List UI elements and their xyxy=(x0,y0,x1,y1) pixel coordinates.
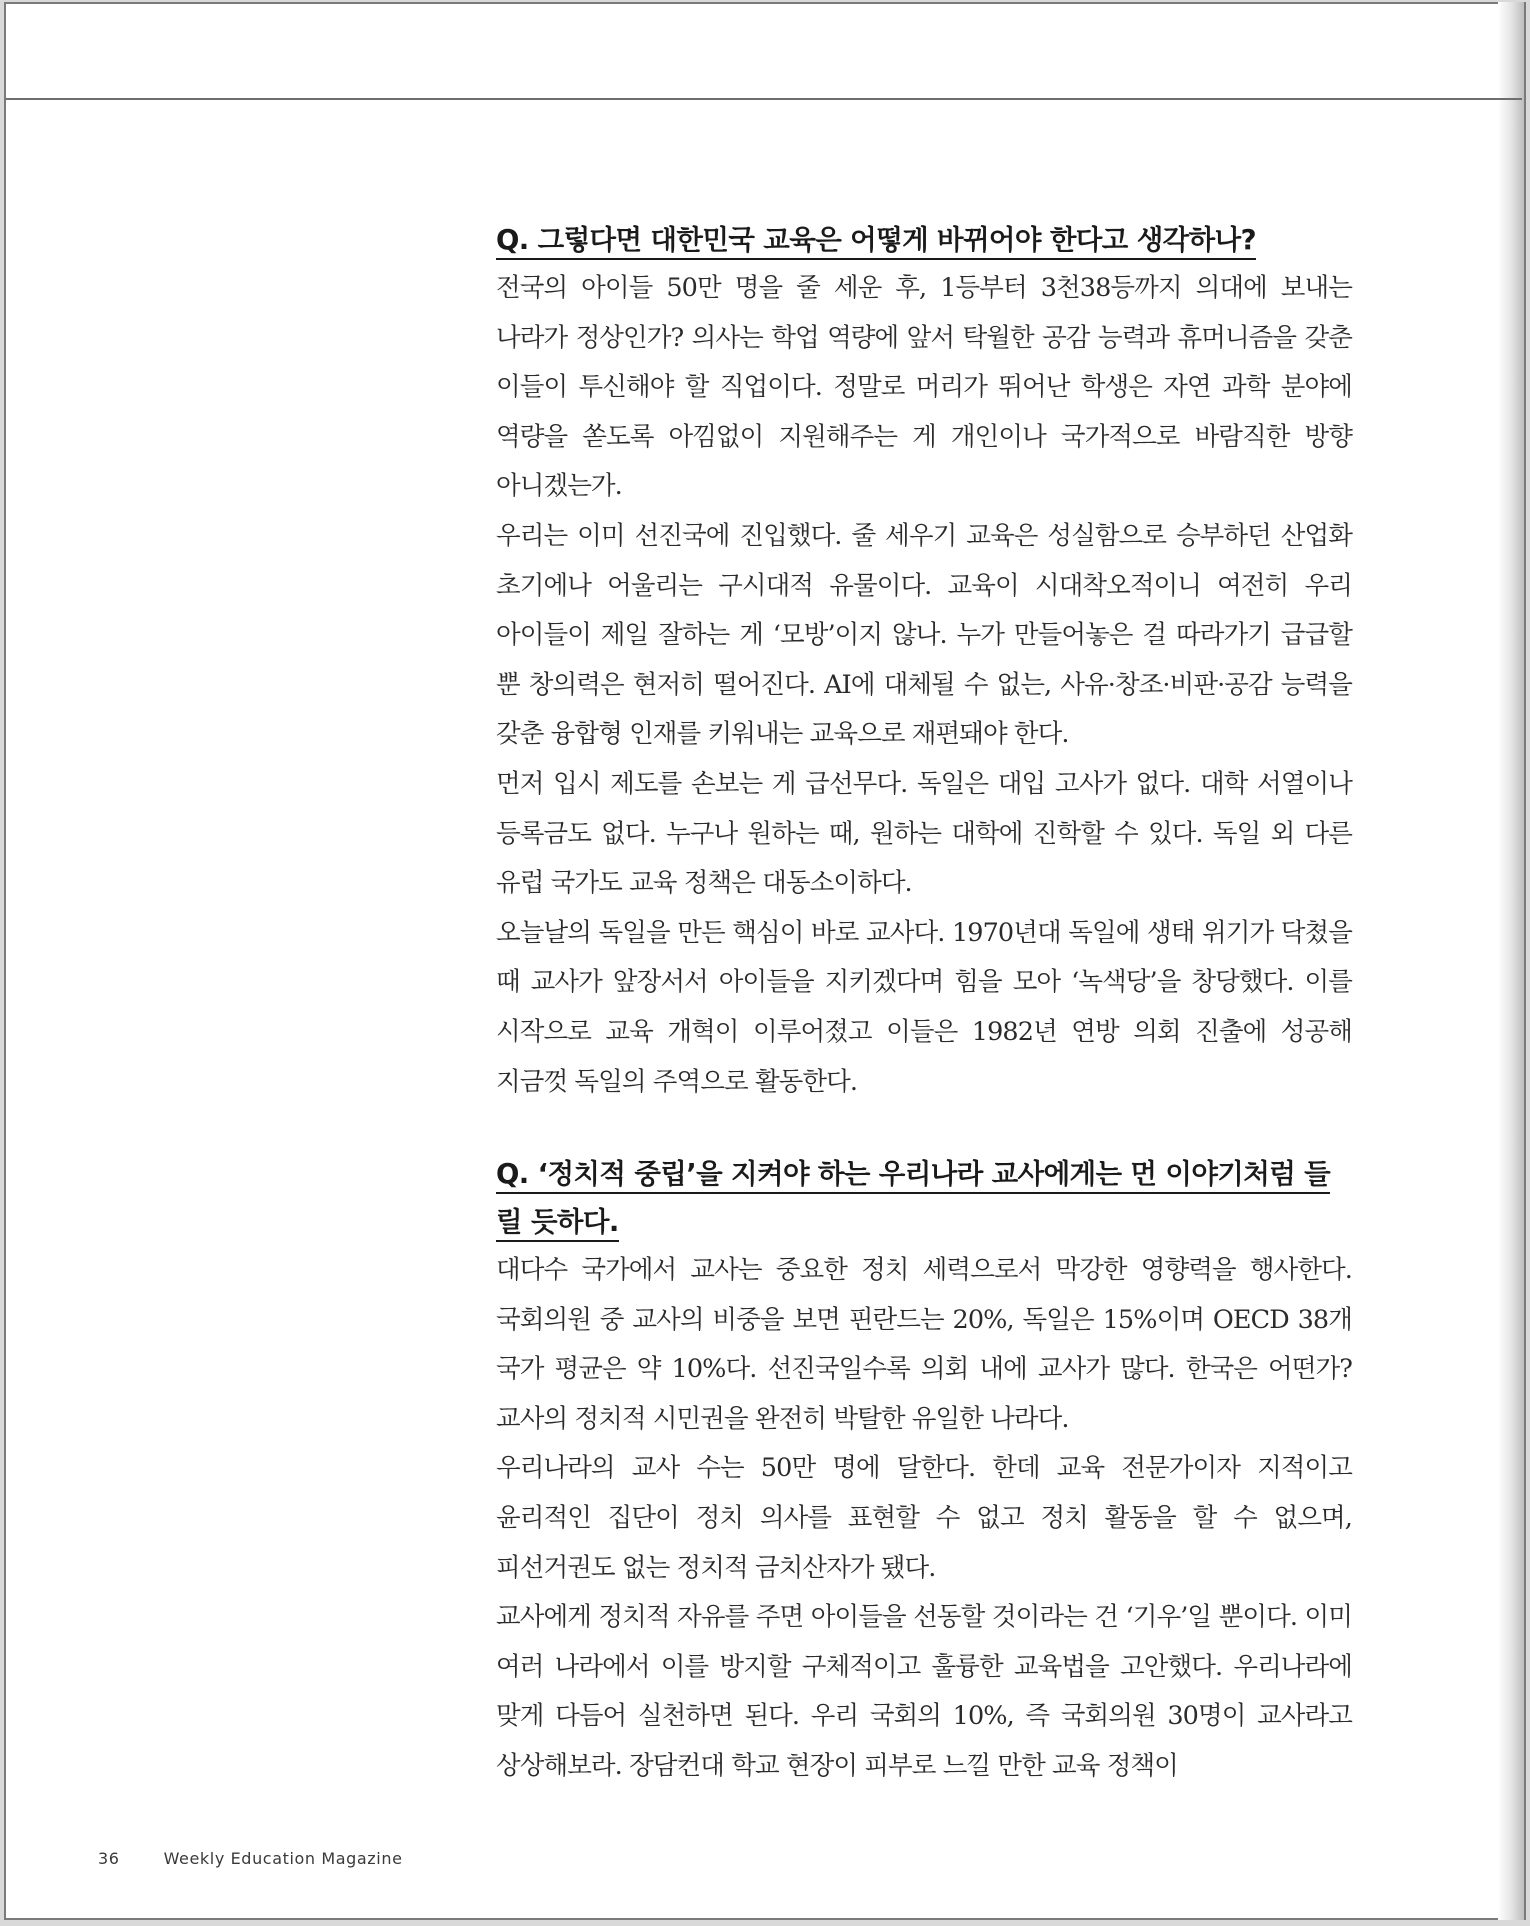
qa-section-1 xyxy=(496,216,1352,1107)
question-text: Q. 그렇다면 대한민국 교육은 어떻게 바뀌어야 한다고 생각하나? xyxy=(496,224,1256,260)
answer-paragraph: 전국의 아이들 50만 명을 줄 세운 후, 1등부터 3천38등까지 의대에 보내는 나라가 정상인가? 의사는 학업 역량에 앞서 탁월한 공감 능력과 휴머니즘을 갖춘 이들이 투신해야 할 직업이다. 정말로 머리가 뛰어난 학생은 자연 과학 분야에 역량을 쏟도록 아낌없이 지원해주는 게 개인이나 국가적으로 바람직한 방향 아니겠는가. xyxy=(496,273,1352,502)
article-column xyxy=(496,216,1352,1792)
answer-paragraph: 오늘날의 독일을 만든 핵심이 바로 교사다. 1970년대 독일에 생태 위기가 닥쳤을 때 교사가 앞장서서 아이들을 지키겠다며 힘을 모아 ‘녹색당’을 창당했다. 이를 시작으로 교육 개혁이 이루어졌고 이들은 1982년 연방 의회 진출에 성공해 지금껏 독일의 주역으로 활동한다. xyxy=(496,917,1352,1097)
answer-paragraph: 교사에게 정치적 자유를 주면 아이들을 선동할 것이라는 건 ‘기우’일 뿐이다. 이미 여러 나라에서 이를 방지할 구체적이고 훌륭한 교육법을 고안했다. 우리나라에 맞게 다듬어 실천하면 된다. 우리 국회의 10%, 즉 국회의원 30명이 교사라고 상상해보라. 장담컨대 학교 현장이 피부로 느낄 만한 교육 정책이 xyxy=(496,1602,1352,1782)
answer-paragraph: 우리는 이미 선진국에 진입했다. 줄 세우기 교육은 성실함으로 승부하던 산업화 초기에나 어울리는 구시대적 유물이다. 교육이 시대착오적이니 여전히 우리 아이들이 제일 잘하는 게 ‘모방’이지 않나. 누가 만들어놓은 걸 따라가기 급급할 뿐 창의력은 현저히 떨어진다. AI에 대체될 수 없는, 사유·창조·비판·공감 능력을 갖춘 융합형 인재를 키워내는 교육으로 재편돼야 한다. xyxy=(496,520,1352,750)
magazine-page xyxy=(4,2,1494,1920)
answer-paragraph: 대다수 국가에서 교사는 중요한 정치 세력으로서 막강한 영향력을 행사한다. 국회의원 중 교사의 비중을 보면 핀란드는 20%, 독일은 15%이며 OECD 38개 국가 평균은 약 10%다. 선진국일수록 의회 내에 교사가 많다. 한국은 어떤가? 교사의 정치적 시민권을 완전히 박탈한 유일한 나라다. xyxy=(496,1255,1352,1434)
question-heading xyxy=(496,1150,1352,1246)
qa-section-2 xyxy=(496,1150,1352,1792)
answer-paragraph: 우리나라의 교사 수는 50만 명에 달한다. 한데 교육 전문가이자 지적이고 윤리적인 집단이 정치 의사를 표현할 수 없고 정치 활동을 할 수 없으며, 피선거권도 없는 정치적 금치산자가 됐다. xyxy=(496,1453,1352,1583)
page-number: 36 xyxy=(98,1849,120,1868)
magazine-name: Weekly Education Magazine xyxy=(163,1849,403,1868)
header-rule xyxy=(6,98,1522,100)
question-heading xyxy=(496,216,1352,264)
question-text: Q. ‘정치적 중립’을 지켜야 하는 우리나라 교사에게는 먼 이야기처럼 들릴 듯하다. xyxy=(496,1158,1330,1242)
page-curl-edge xyxy=(1498,2,1526,1920)
section-spacer xyxy=(496,1107,1352,1150)
answer-paragraph: 먼저 입시 제도를 손보는 게 급선무다. 독일은 대입 고사가 없다. 대학 서열이나 등록금도 없다. 누구나 원하는 때, 원하는 대학에 진학할 수 있다. 독일 외 다른 유럽 국가도 교육 정책은 대동소이하다. xyxy=(496,768,1352,899)
page-footer xyxy=(98,1849,403,1868)
